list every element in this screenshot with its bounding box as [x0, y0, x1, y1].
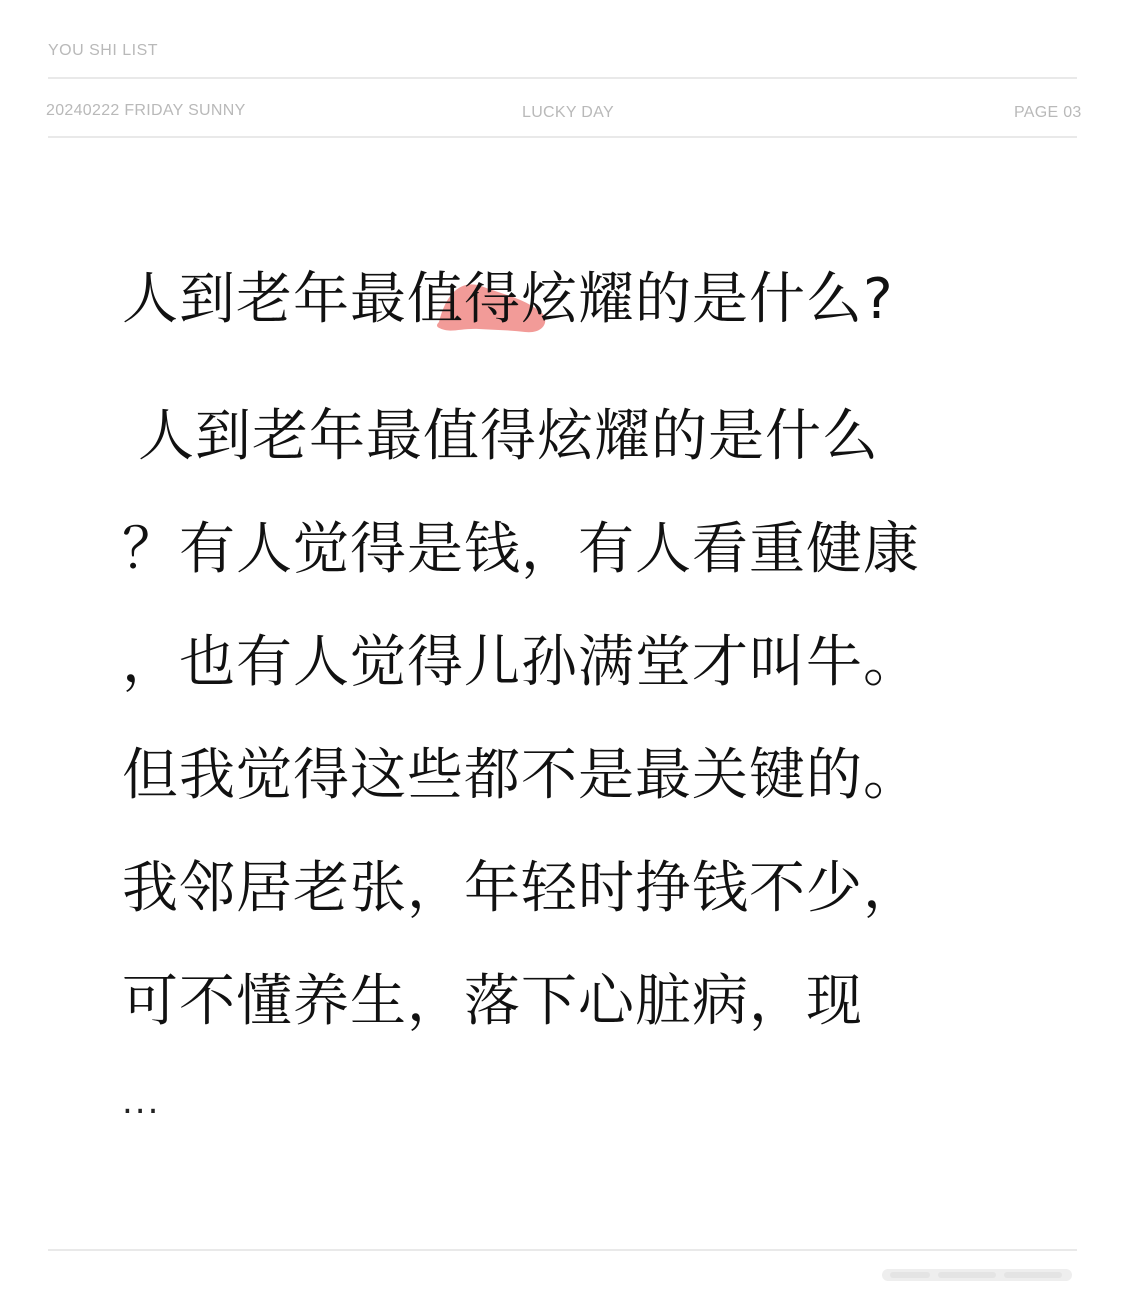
body-line-3: ，也有人觉得儿孙满堂才叫牛。: [122, 630, 920, 695]
body-line-5: 我邻居老张，年轻时挣钱不少，: [122, 856, 920, 921]
header-divider-top: [48, 77, 1077, 79]
article-title: 人到老年最值得炫耀的是什么?: [122, 267, 894, 332]
body-text: [122, 380, 1002, 1146]
ellipsis: ...: [122, 1082, 161, 1122]
watermark-blur: [882, 1266, 1072, 1284]
body-line-2: ？有人觉得是钱，有人看重健康: [122, 517, 920, 582]
body-line-1: 人到老年最值得炫耀的是什么: [138, 404, 879, 469]
date-label: 20240222 FRIDAY SUNNY: [46, 102, 246, 119]
lucky-day-label: LUCKY DAY: [522, 104, 614, 121]
header-divider-bottom: [48, 136, 1077, 138]
title-area: [122, 262, 1022, 346]
page-number-label: PAGE 03: [1014, 104, 1082, 121]
header-brand: YOU SHI LIST: [48, 42, 159, 59]
body-line-6: 可不懂养生，落下心脏病，现: [122, 969, 863, 1034]
footer-divider: [48, 1249, 1077, 1251]
body-line-4: 但我觉得这些都不是最关键的。: [122, 743, 920, 808]
